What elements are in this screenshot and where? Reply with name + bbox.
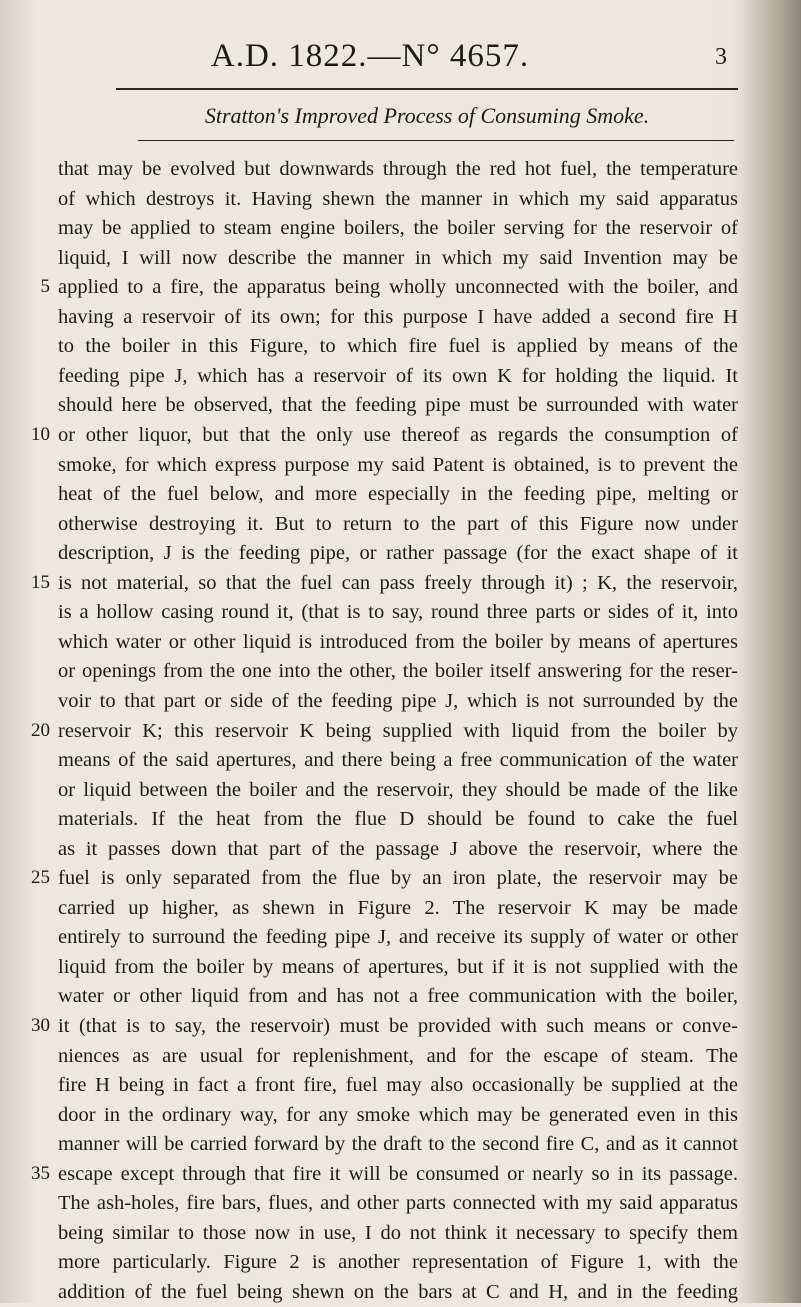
text-line xyxy=(0,1100,740,1130)
text-line xyxy=(0,538,740,568)
text-line xyxy=(0,184,740,214)
line-text: smoke, for which express purpose my said Patent is obtained, is to prevent the xyxy=(58,453,738,476)
text-line xyxy=(0,893,740,923)
text-line xyxy=(0,390,740,420)
line-text: applied to a fire, the apparatus being wholly unconnected with the boiler, and xyxy=(58,276,738,299)
line-text: liquid from the boiler by means of apertures, but if it is not supplied with the xyxy=(58,955,738,978)
text-line xyxy=(0,509,740,539)
line-text: being similar to those now in use, I do not think it necessary to specify them xyxy=(58,1221,738,1244)
line-text: manner will be carried forward by the draft to the second fire C, and as it cannot xyxy=(58,1133,738,1156)
text-line xyxy=(0,361,740,391)
line-text: more particularly. Figure 2 is another representation of Figure 1, with the xyxy=(58,1251,738,1274)
line-text: carried up higher, as shewn in Figure 2. The reservoir K may be made xyxy=(58,896,738,919)
text-line xyxy=(0,597,740,627)
line-text: or other liquor, but that the only use thereof as regards the consumption of xyxy=(58,423,738,446)
header-rule-bottom xyxy=(138,140,734,141)
text-line xyxy=(0,922,740,952)
line-text: otherwise destroying it. But to return to the part of this Figure now under xyxy=(58,512,738,535)
line-text: may be applied to steam engine boilers, the boiler serving for the reservoir of xyxy=(58,217,738,240)
line-text: water or other liquid from and has not a free communication with the boiler, xyxy=(58,985,738,1008)
line-text: having a reservoir of its own; for this purpose I have added a second fire H xyxy=(58,305,738,328)
line-text: heat of the fuel below, and more especially in the feeding pipe, melting or xyxy=(58,483,738,506)
line-text: of which destroys it. Having shewn the manner in which my said apparatus xyxy=(58,187,738,210)
text-line xyxy=(0,627,740,657)
line-text: The ash-holes, fire bars, flues, and other parts connected with my said apparatus xyxy=(58,1192,738,1215)
line-text: liquid, I will now describe the manner in which my said Invention may be xyxy=(58,246,738,269)
line-text: that may be evolved but downwards through the red hot fuel, the temperature xyxy=(58,158,738,180)
line-number: 35 xyxy=(31,1162,50,1184)
text-line xyxy=(0,1070,740,1100)
line-text: addition of the fuel being shewn on the bars at C and H, and in the feeding xyxy=(58,1280,738,1303)
line-text: or openings from the one into the other, the boiler itself answering for the reser- xyxy=(58,660,738,683)
line-number: 10 xyxy=(31,423,50,445)
line-text: feeding pipe J, which has a reservoir of its own K for holding the liquid. It xyxy=(58,364,738,387)
text-line xyxy=(0,213,740,243)
line-number: 30 xyxy=(31,1015,50,1036)
text-line xyxy=(0,1277,740,1307)
text-line xyxy=(0,154,740,184)
text-line xyxy=(0,302,740,332)
text-line xyxy=(0,981,740,1011)
text-line xyxy=(0,716,740,746)
line-text: or liquid between the boiler and the reservoir, they should be made of the like xyxy=(58,778,738,801)
text-line xyxy=(0,272,740,302)
text-line xyxy=(0,1041,740,1071)
text-line xyxy=(0,1218,740,1248)
text-line xyxy=(0,1159,740,1189)
line-text: fire H being in fact a front fire, fuel may also occasionally be supplied at the xyxy=(58,1074,738,1097)
header-rule-top xyxy=(116,88,738,90)
line-text: is not material, so that the fuel can pass freely through it) ; K, the reservoir, xyxy=(58,571,738,594)
text-line xyxy=(0,479,740,509)
line-text: escape except through that fire it will be consumed or nearly so in its passage. xyxy=(58,1162,738,1185)
line-number: 15 xyxy=(31,571,50,593)
line-text: reservoir K; this reservoir K being supplied with liquid from the boiler by xyxy=(58,719,738,742)
line-text: which water or other liquid is introduced from the boiler by means of apertures xyxy=(58,630,738,653)
page-subtitle: Stratton's Improved Process of Consuming Smoke. xyxy=(204,103,650,128)
text-line xyxy=(0,804,740,834)
line-text: as it passes down that part of the passage J above the reservoir, where the xyxy=(58,837,738,860)
line-text: materials. If the heat from the flue D should be found to cake the fuel xyxy=(58,808,738,831)
text-line xyxy=(0,243,740,273)
text-line xyxy=(0,656,740,686)
text-line xyxy=(0,1129,740,1159)
text-line xyxy=(0,863,740,893)
line-text: is a hollow casing round it, (that is to say, round three parts or sides of it, into xyxy=(58,601,738,624)
text-line xyxy=(0,568,740,598)
line-text: fuel is only separated from the flue by an iron plate, the reservoir may be xyxy=(58,867,738,890)
line-text: door in the ordinary way, for any smoke which may be generated even in this xyxy=(58,1103,738,1126)
text-line xyxy=(0,1247,740,1277)
text-line xyxy=(0,775,740,805)
text-line xyxy=(0,1011,740,1041)
line-text: means of the said apertures, and there being a free communication of the water xyxy=(58,749,738,771)
line-text: entirely to surround the feeding pipe J, and receive its supply of water or other xyxy=(58,926,738,949)
line-text: to the boiler in this Figure, to which fire fuel is applied by means of the xyxy=(58,335,738,358)
line-text: niences as are usual for replenishment, and for the escape of steam. The xyxy=(58,1044,738,1067)
line-text: should here be observed, that the feeding pipe must be surrounded with water xyxy=(58,394,738,417)
line-text: it (that is to say, the reservoir) must be provided with such means or conve- xyxy=(58,1015,738,1037)
text-line xyxy=(0,686,740,716)
text-line xyxy=(0,745,740,775)
line-number: 20 xyxy=(31,719,50,741)
line-text: description, J is the feeding pipe, or rather passage (for the exact shape of it xyxy=(58,542,738,565)
text-line xyxy=(0,1188,740,1218)
page-title: A.D. 1822.—N° 4657. xyxy=(210,38,530,74)
line-number: 25 xyxy=(31,867,50,889)
text-line xyxy=(0,331,740,361)
text-line xyxy=(0,420,740,450)
line-text: voir to that part or side of the feeding pipe J, which is not surrounded by the xyxy=(58,689,738,712)
page-edge-shadow xyxy=(739,0,801,1303)
page-number: 3 xyxy=(715,44,727,70)
line-number: 5 xyxy=(40,276,50,298)
text-line xyxy=(0,450,740,480)
text-line xyxy=(0,834,740,864)
text-line xyxy=(0,952,740,982)
